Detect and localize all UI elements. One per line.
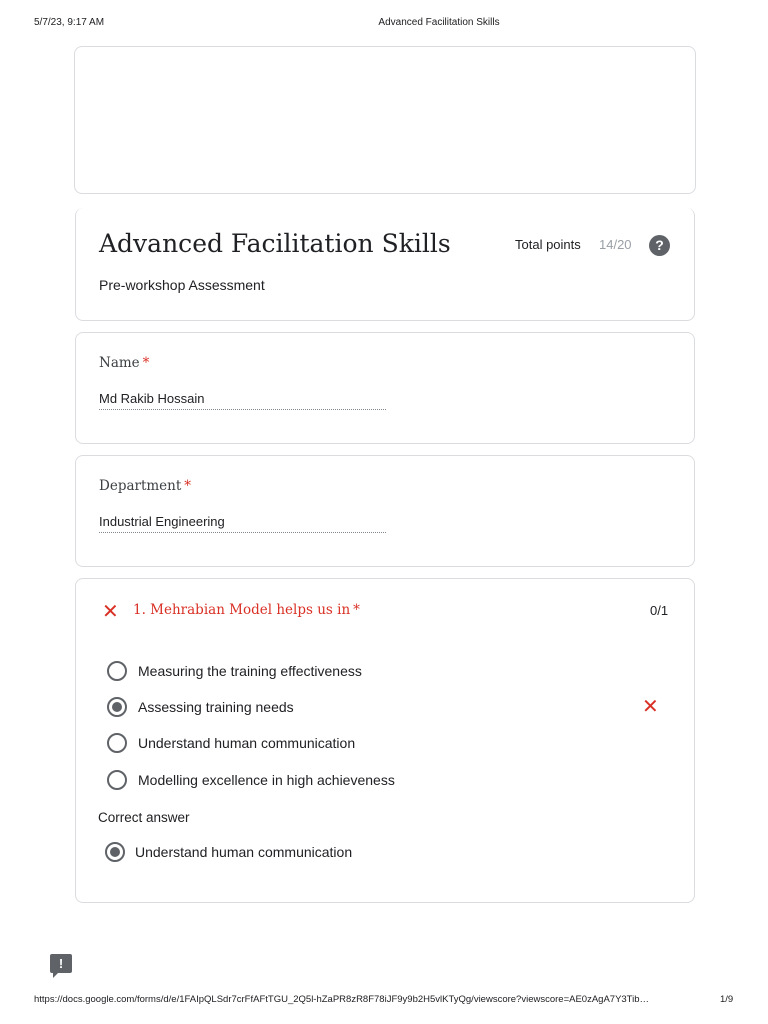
name-answer: Md Rakib Hossain — [99, 391, 386, 410]
department-label: Department * — [99, 478, 192, 494]
wrong-answer-x-icon: ✕ — [642, 696, 659, 718]
option-label: Modelling excellence in high achieveness — [138, 772, 395, 788]
form-description: Pre-workshop Assessment — [99, 277, 265, 293]
option-label: Understand human communication — [138, 735, 356, 751]
report-feedback-icon[interactable]: ! — [50, 954, 72, 973]
name-label: Name * — [99, 355, 150, 371]
print-datetime: 5/7/23, 9:17 AM — [34, 17, 105, 28]
correct-answer-label: Understand human communication — [135, 844, 353, 860]
required-mark: * — [353, 602, 360, 618]
radio-button-selected — [105, 842, 125, 862]
option-label: Measuring the training effectiveness — [138, 663, 362, 679]
header-banner — [74, 46, 696, 194]
total-points-label: Total points — [515, 237, 581, 252]
form-title-card — [75, 208, 695, 321]
page-number: 1/9 — [720, 994, 734, 1005]
help-icon[interactable]: ? — [649, 235, 670, 256]
radio-button[interactable] — [107, 661, 127, 681]
radio-button-selected[interactable] — [107, 697, 127, 717]
print-title: Advanced Facilitation Skills — [378, 17, 500, 28]
required-mark: * — [142, 355, 150, 371]
total-points-value: 14/20 — [599, 237, 632, 252]
radio-button[interactable] — [107, 770, 127, 790]
incorrect-x-icon: ✕ — [102, 601, 119, 623]
name-question-card — [75, 332, 695, 444]
question-1-score: 0/1 — [650, 603, 669, 618]
print-header — [0, 17, 768, 31]
department-answer: Industrial Engineering — [99, 514, 386, 533]
option-label: Assessing training needs — [138, 699, 294, 715]
radio-button[interactable] — [107, 733, 127, 753]
print-url: https://docs.google.com/forms/d/e/1FAIpQLSdr7crFfAFtTGU_2Q5l-hZaPR8zR8F78iJF9y9b2H5vlKTyQg/viewscore?viewscore=AE0zAgA7Y3Tib… — [34, 994, 650, 1005]
question-1-title: 1. Mehrabian Model helps us in * — [133, 602, 360, 618]
department-question-card — [75, 455, 695, 567]
form-title: Advanced Facilitation Skills — [99, 229, 451, 258]
correct-answer-heading: Correct answer — [98, 810, 190, 825]
question-1-card — [75, 578, 695, 903]
required-mark: * — [184, 478, 192, 494]
